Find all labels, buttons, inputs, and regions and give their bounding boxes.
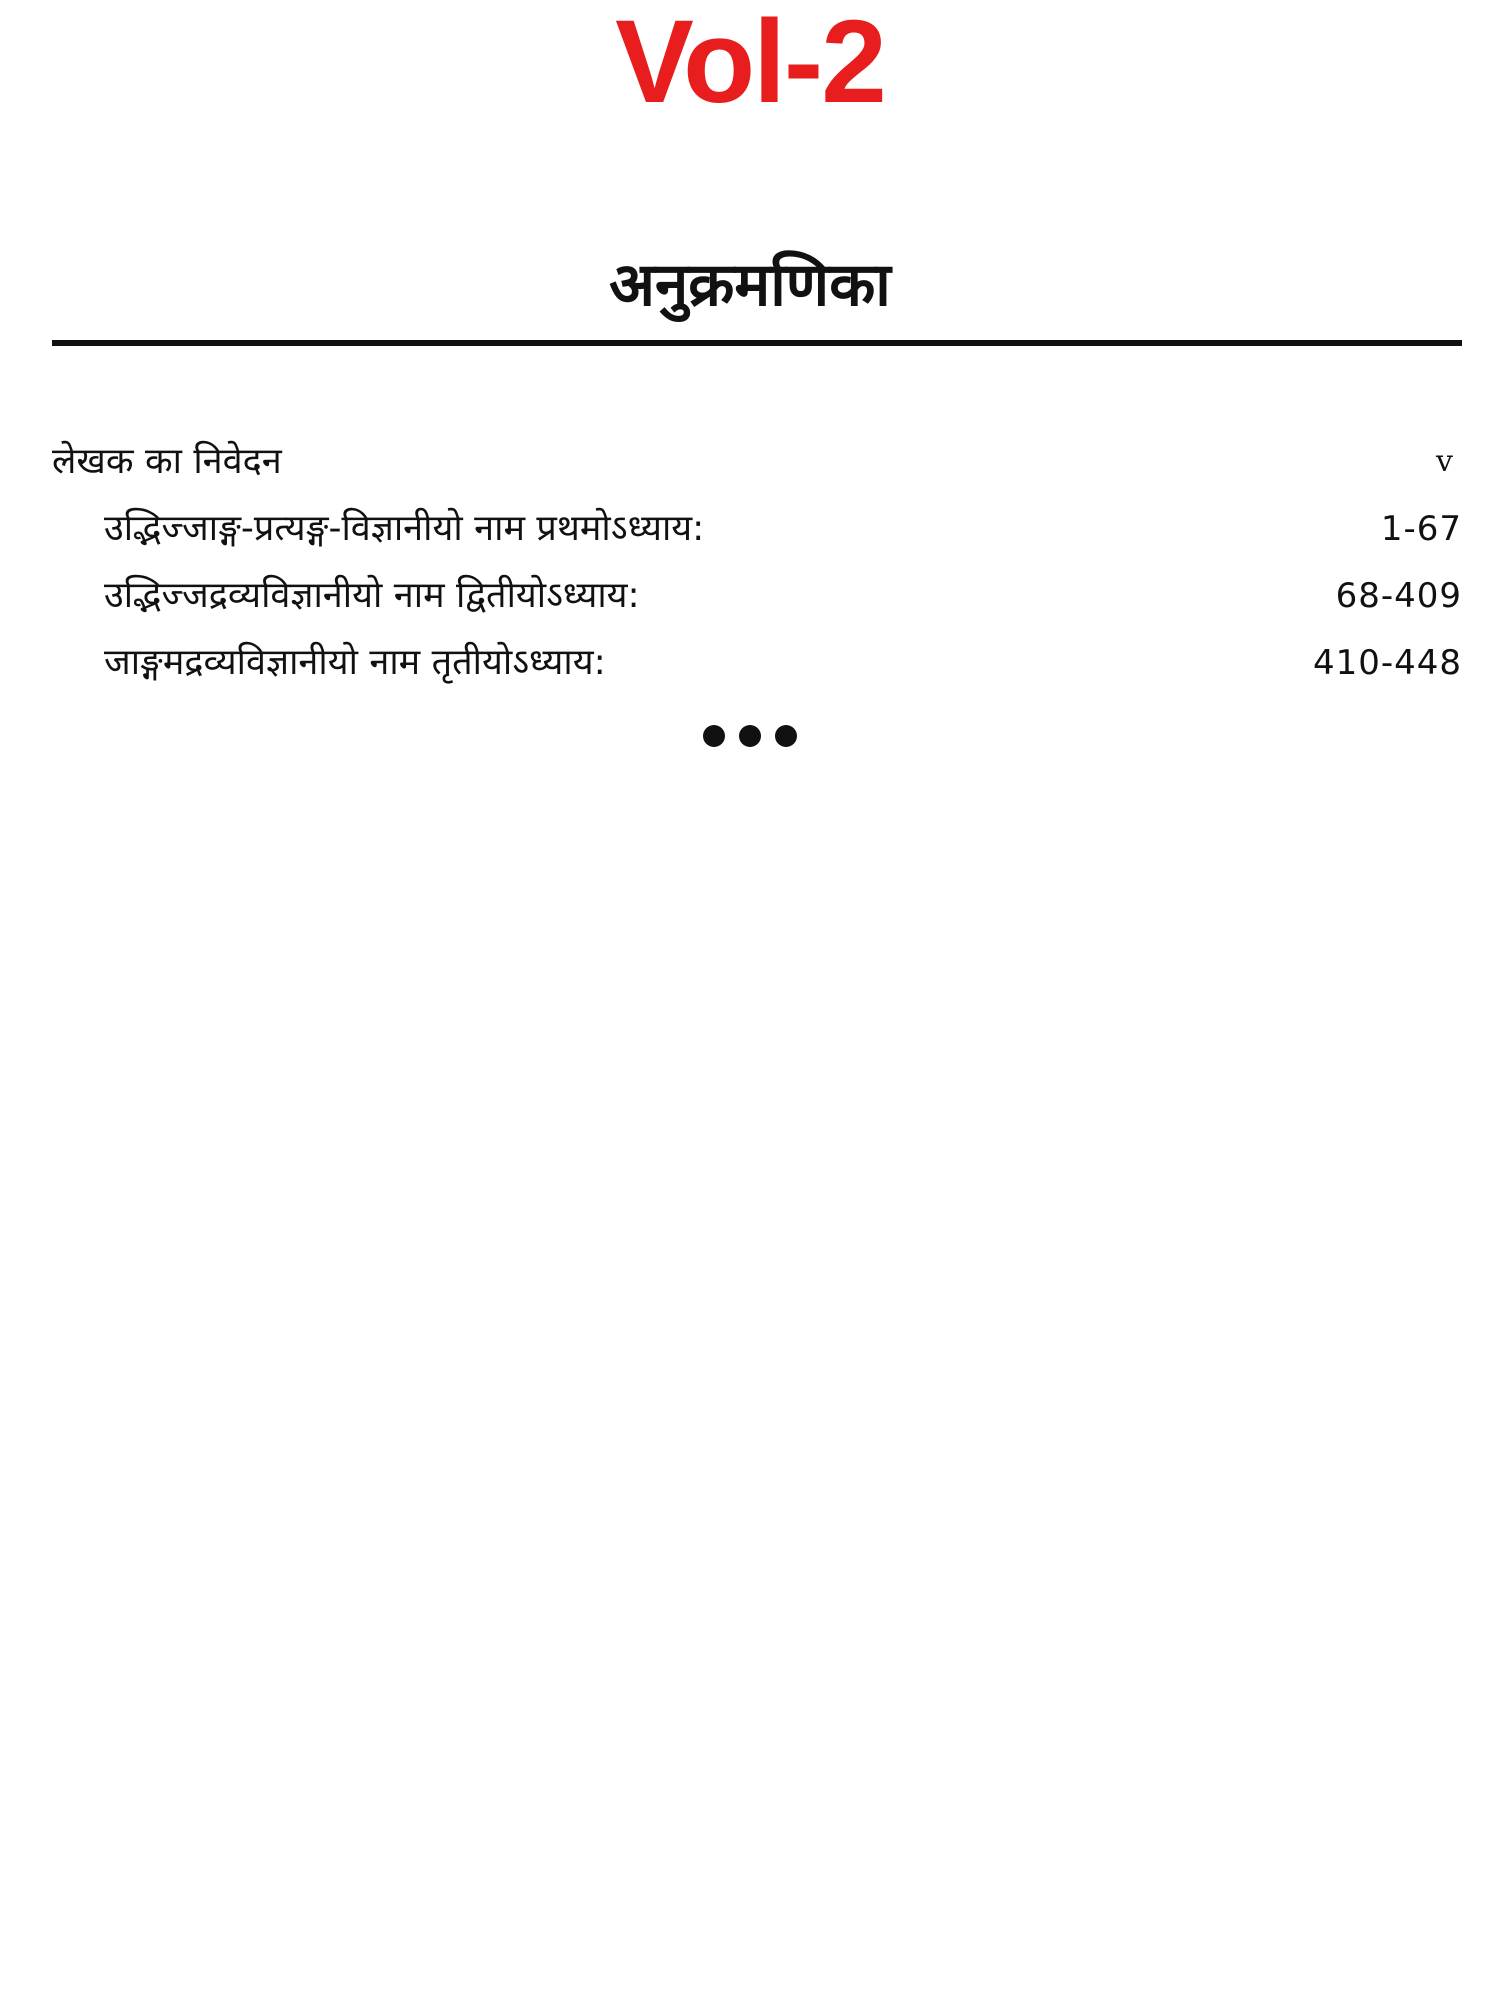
toc-entry-pages: 1-67	[1380, 508, 1462, 549]
toc-entry-chapter-2	[52, 562, 1462, 629]
toc-entry-pages: 68-409	[1335, 575, 1462, 616]
toc-title: अनुक्रमणिका	[609, 250, 891, 320]
ornament-dot	[775, 725, 797, 747]
title-divider	[52, 340, 1462, 346]
toc-entry-text: उद्भिज्जाङ्ग-प्रत्यङ्ग-विज्ञानीयो नाम प्रथमोऽध्याय:	[104, 507, 705, 549]
toc-entry-text: जाङ्गमद्रव्यविज्ञानीयो नाम तृतीयोऽध्याय:	[104, 641, 606, 683]
ornament-dot	[703, 725, 725, 747]
toc-entry-chapter-1	[52, 495, 1462, 562]
toc-entry-pages: 410-448	[1312, 642, 1462, 683]
toc-entry-chapter-3	[52, 629, 1462, 696]
toc-entry-author-note	[52, 428, 1462, 495]
end-ornament	[0, 725, 1500, 747]
toc-entry-pages: v	[1436, 443, 1454, 479]
volume-label: Vol-2	[615, 0, 885, 128]
toc-list	[52, 428, 1462, 696]
toc-entry-text: लेखक का निवेदन	[52, 440, 282, 482]
toc-entry-text: उद्भिज्जद्रव्यविज्ञानीयो नाम द्वितीयोऽध्याय:	[104, 574, 640, 616]
ornament-dot	[739, 725, 761, 747]
